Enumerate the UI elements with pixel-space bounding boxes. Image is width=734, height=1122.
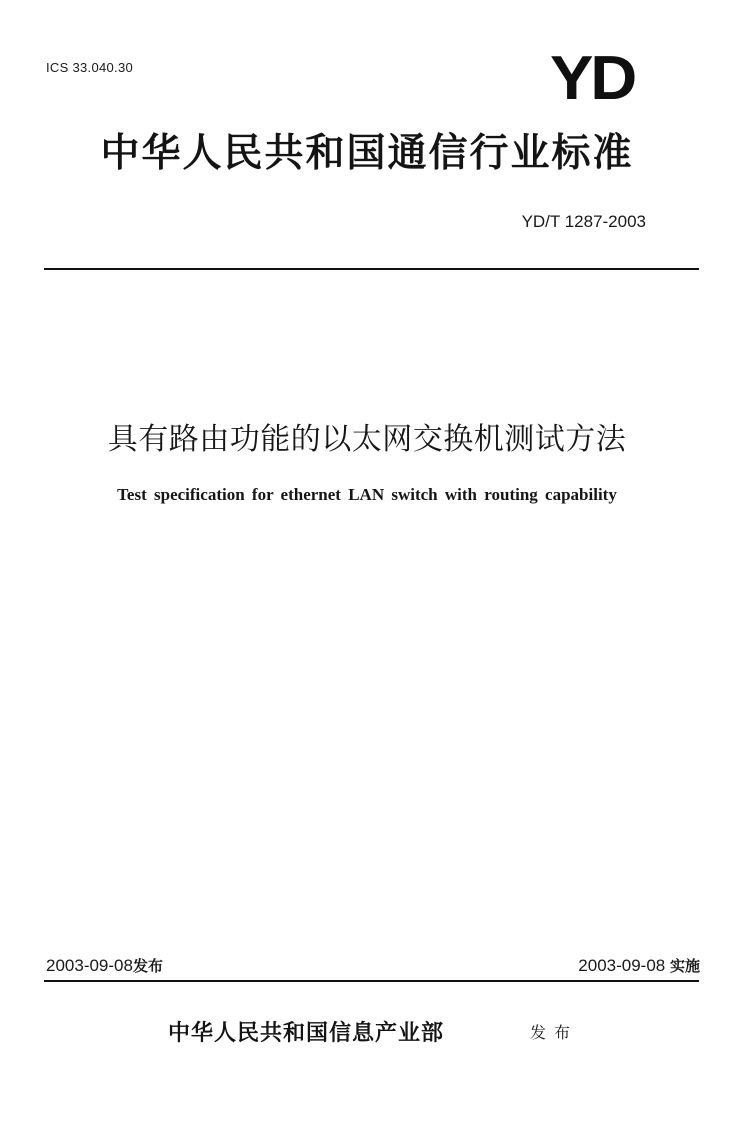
footer-divider (44, 980, 699, 982)
document-title-chinese: 具有路由功能的以太网交换机测试方法 (107, 422, 627, 457)
implement-label: 实施 (669, 957, 700, 975)
publish-label: 发布 (530, 1023, 579, 1042)
publisher-name: 中华人民共和国信息产业部 (168, 1020, 445, 1046)
implement-date-block (578, 955, 700, 976)
issue-label: 发布 (132, 957, 163, 975)
document-title-english: Test specification for ethernet LAN switch with routing capability (117, 485, 617, 504)
standard-type-heading: 中华人民共和国通信行业标准 (100, 131, 634, 176)
standard-number: YD/T 1287-2003 (521, 212, 646, 231)
issue-date-block (46, 955, 163, 976)
header-divider (44, 268, 699, 270)
issue-date: 2003-09-08 (46, 956, 133, 975)
ics-code: ICS 33.040.30 (46, 60, 134, 75)
yd-logo: YD (550, 44, 635, 113)
implement-date: 2003-09-08 (578, 956, 666, 975)
